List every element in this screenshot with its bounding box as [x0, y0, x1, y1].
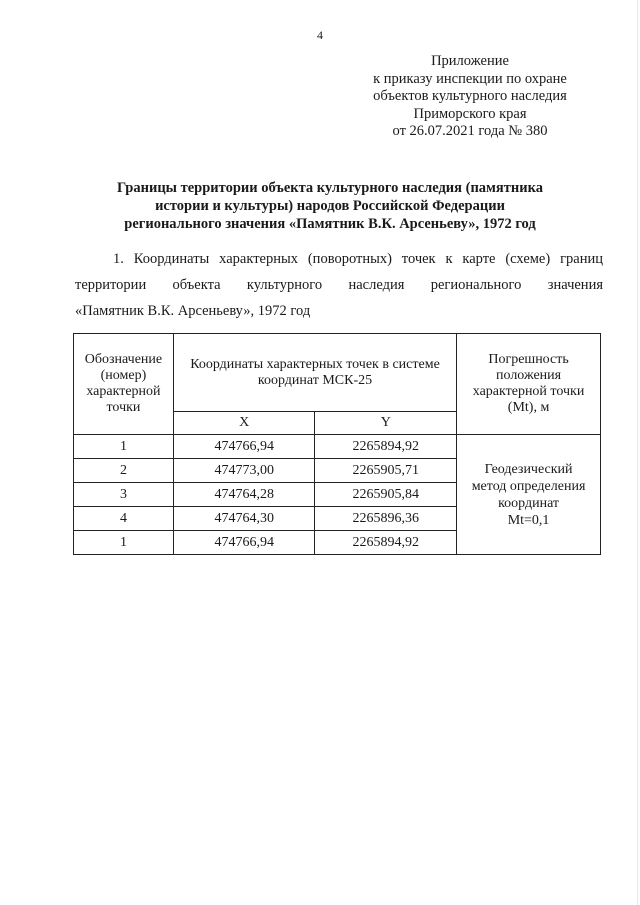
appendix-line: Приморского края — [413, 105, 527, 122]
table-row — [74, 435, 601, 459]
intro-line: «Памятник В.К. Арсеньеву», 1972 год — [75, 303, 311, 319]
appendix-line: объектов культурного наследия — [373, 88, 567, 104]
header-y: Y — [315, 412, 457, 435]
cell-point: 2 — [74, 459, 174, 483]
appendix-line: от 26.07.2021 года № 380 — [392, 123, 548, 139]
title-line: регионального значения «Памятник В.К. Арсеньеву», 1972 год — [124, 216, 536, 232]
cell-y: 2265905,84 — [315, 483, 457, 507]
title-line: истории и культуры) народов Российской Федерации — [155, 198, 505, 214]
cell-y: 2265894,92 — [315, 435, 457, 459]
cell-x: 474773,00 — [173, 459, 315, 483]
intro-line: территории объекта культурного наследия регионального значения — [75, 277, 603, 293]
cell-x: 474766,94 — [173, 435, 315, 459]
cell-x: 474766,94 — [173, 531, 315, 555]
method-line: Mt=0,1 — [507, 512, 550, 528]
appendix-header — [330, 53, 610, 141]
cell-point: 3 — [74, 483, 174, 507]
intro-paragraph — [75, 246, 603, 324]
document-title — [60, 179, 600, 233]
method-line: координат — [498, 495, 560, 511]
cell-y: 2265905,71 — [315, 459, 457, 483]
cell-point: 4 — [74, 507, 174, 531]
table-header-row — [74, 334, 601, 412]
cell-point: 1 — [74, 435, 174, 459]
page-number: 4 — [317, 28, 323, 42]
scan-edge — [637, 0, 638, 905]
cell-y: 2265896,36 — [315, 507, 457, 531]
cell-y: 2265894,92 — [315, 531, 457, 555]
title-line: Границы территории объекта культурного наследия (памятника — [116, 180, 543, 196]
coordinates-table — [73, 333, 601, 555]
appendix-line: к приказу инспекции по охране — [373, 70, 567, 87]
method-line: Геодезический — [484, 461, 573, 477]
header-error: Погрешность положения характерной точки (Mt), м — [457, 334, 601, 435]
cell-x: 474764,30 — [173, 507, 315, 531]
cell-point: 1 — [74, 531, 174, 555]
header-coords: Координаты характерных точек в системе координат МСК-25 — [173, 334, 456, 412]
appendix-line: Приложение — [431, 53, 509, 69]
method-line: метод определения — [471, 478, 586, 494]
intro-line: 1. Координаты характерных (поворотных) точек к карте (схеме) границ — [113, 251, 603, 267]
header-x: X — [173, 412, 315, 435]
header-point: Обозначение (номер) характерной точки — [74, 334, 174, 435]
cell-method — [457, 435, 601, 555]
cell-x: 474764,28 — [173, 483, 315, 507]
